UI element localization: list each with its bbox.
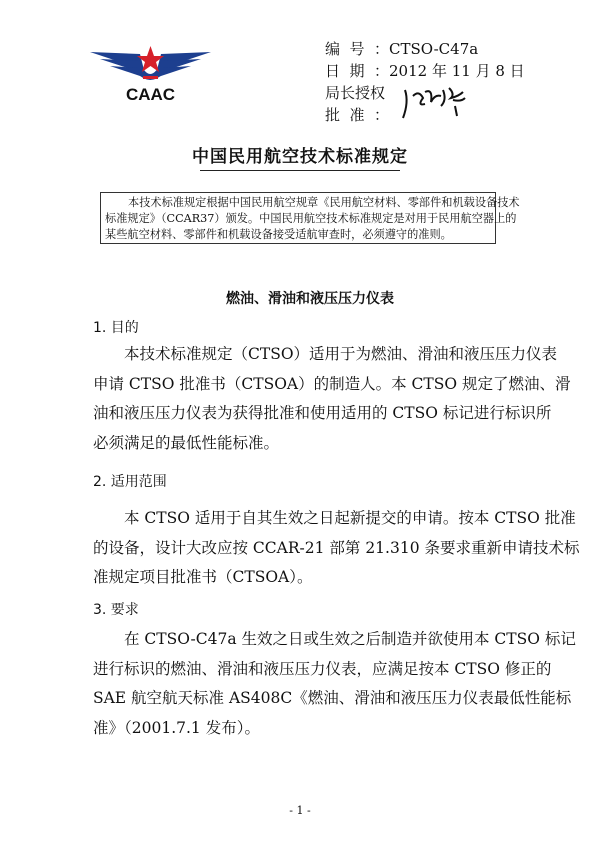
caac-wings-icon — [88, 40, 213, 105]
auth-label: 局长授权 — [325, 84, 386, 102]
notice-box: 本技术标准规定根据中国民用航空规章《民用航空材料、零部件和机载设备技术 标准规定》（CCAR37）颁发。中国民用航空技术标准规定是对用于民用航空器上的 某些航空材料、零部件和机载设备接受适航审查时，必须遵守的准则。 — [100, 192, 496, 244]
doc-date: 日期：2012 年 11 月 8 日 — [325, 62, 525, 80]
caac-logo — [88, 40, 213, 105]
doc-number: 编号：CTSO-C47a — [325, 40, 479, 58]
section-paragraph: 本 CTSO 适用于自其生效之日起新提交的申请。按本 CTSO 批准 的设备，设计大改应按 CCAR-21 部第 21.310 条要求重新申请技术标 准规定项目批准书（CTSOA）。 — [93, 509, 580, 586]
page-number: - 1 - — [289, 804, 311, 817]
section-heading: 1. 目的 — [93, 320, 139, 336]
signature-image — [395, 82, 475, 122]
svg-text:CAAC: CAAC — [125, 85, 176, 104]
section-paragraph: 在 CTSO-C47a 生效之日或生效之后制造并欲使用本 CTSO 标记 进行标识的燃油、滑油和液压压力仪表，应满足按本 CTSO 修正的 SAE 航空航天标准 AS408C《燃油、滑油和液压压力仪表最低性能标 准》（2001.7.1 发布）。 — [93, 630, 576, 737]
doc-title: 中国民用航空技术标准规定 — [192, 147, 408, 167]
approval: 批准： — [325, 106, 389, 124]
section-heading: 3. 要求 — [93, 602, 139, 618]
doc-subtitle: 燃油、滑油和液压压力仪表 — [226, 291, 394, 307]
section-paragraph: 本技术标准规定（CTSO）适用于为燃油、滑油和液压压力仪表 申请 CTSO 批准书（CTSOA）的制造人。本 CTSO 规定了燃油、滑 油和液压压力仪表为获得批准和使用适用的 CTSO 标记进行标识所 必须满足的最低性能标准。 — [93, 345, 571, 452]
section-heading: 2. 适用范围 — [93, 474, 167, 490]
title-underline — [200, 170, 400, 171]
